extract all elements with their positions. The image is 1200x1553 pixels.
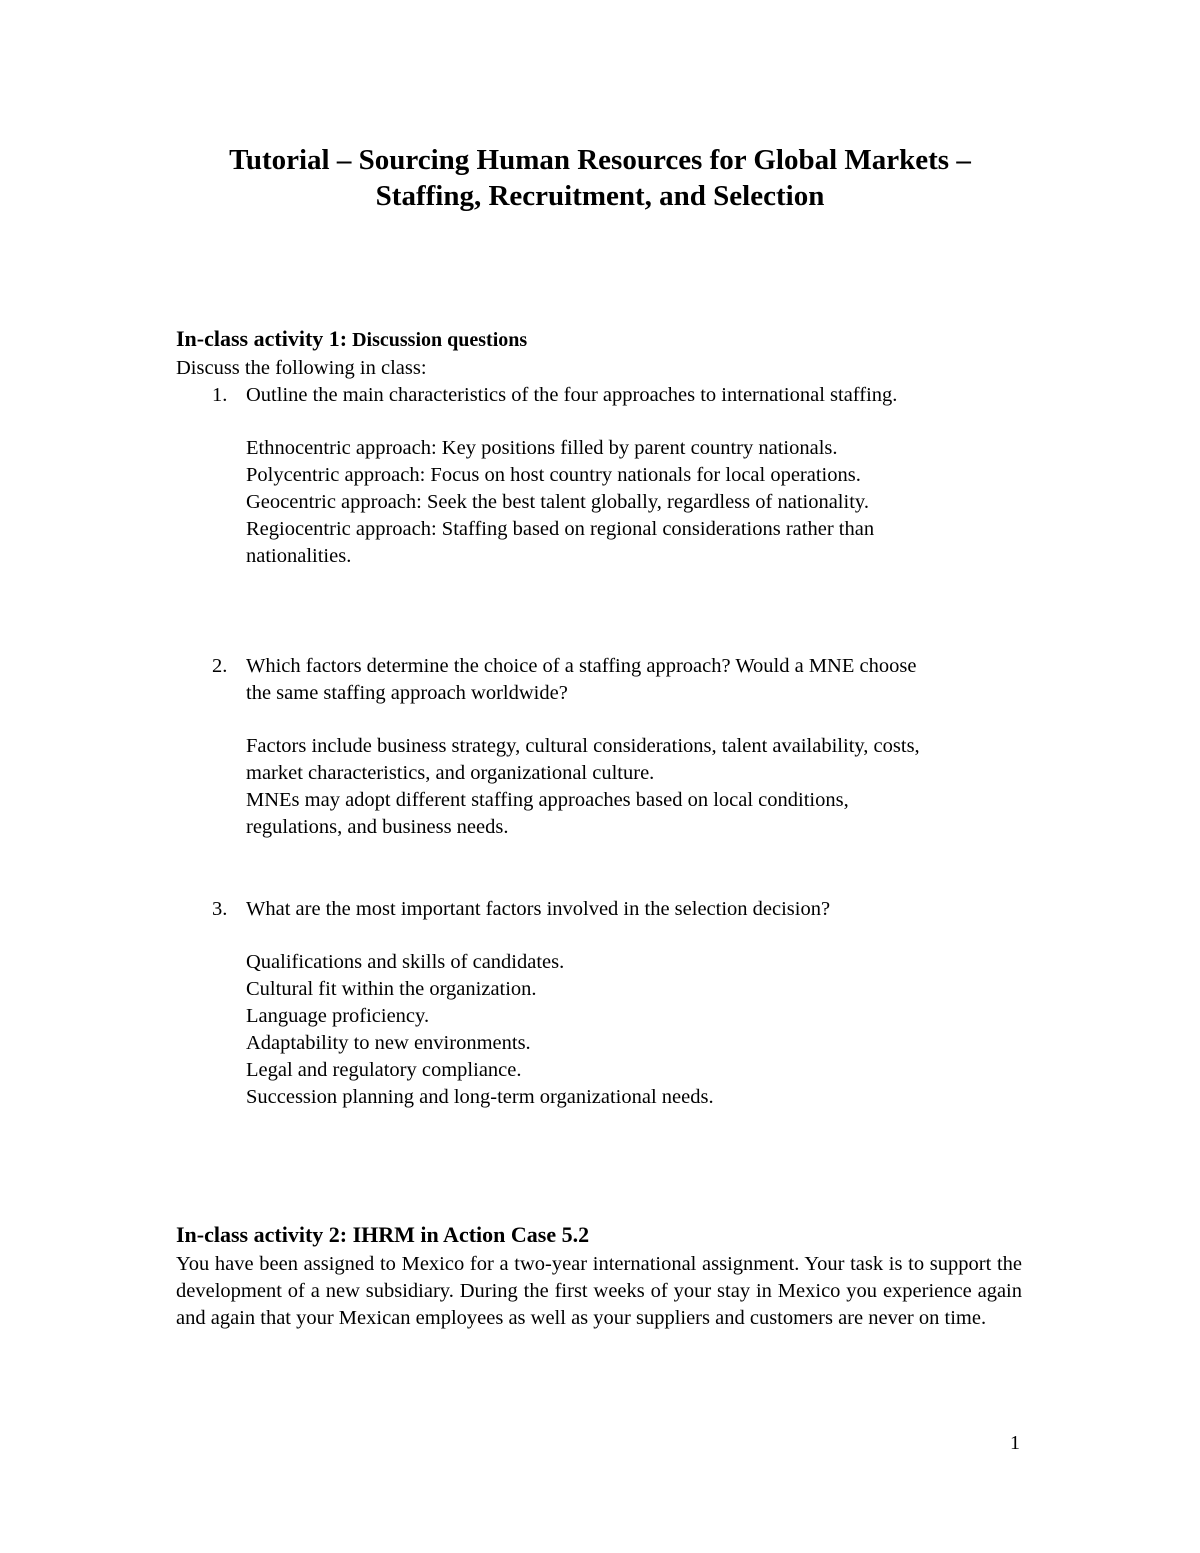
question-2-number: 2. [212,655,228,677]
activity-2-heading: In-class activity 2: IHRM in Action Case 5.2 [176,1222,590,1247]
title-line-1: Tutorial – Sourcing Human Resources for Global Markets – [229,144,971,176]
activity-1-intro: Discuss the following in class: [176,357,427,379]
document-title [150,142,1050,214]
title-line-2: Staffing, Recruitment, and Selection [375,180,825,212]
answer-3-line: Legal and regulatory compliance. [246,1059,522,1081]
question-1-number: 1. [212,384,228,406]
activity-1-heading-sub: Discussion questions [347,329,528,351]
answer-3-line: Qualifications and skills of candidates. [246,951,565,973]
question-2-text: Which factors determine the choice of a staffing approach? Would a MNE choose [246,655,917,677]
answer-1-line: Regiocentric approach: Staffing based on regional considerations rather than [246,518,875,540]
question-1-text: Outline the main characteristics of the four approaches to international staffing. [246,384,898,406]
answer-2-line: Factors include business strategy, cultural considerations, talent availability, costs, [246,735,920,757]
activity-2-paragraph: You have been assigned to Mexico for a two-year international assignment. Your task is to support the development of a new subsidiary. During the first weeks of your stay in Mexico you experience again and again that your Mexican employees as well as your suppliers and customers are never on time. [176,1253,1022,1329]
activity-1-heading [176,326,527,352]
page-number: 1 [1010,1432,1020,1454]
answer-2-line: MNEs may adopt different staffing approaches based on local conditions, [246,789,849,811]
answer-1-line: Polycentric approach: Focus on host country nationals for local operations. [246,464,861,486]
answer-3-line: Language proficiency. [246,1005,430,1027]
activity-1-heading-main: In-class activity 1: [176,326,348,351]
answer-2-line: market characteristics, and organizational culture. [246,762,655,784]
question-3-text: What are the most important factors involved in the selection decision? [246,898,831,920]
answer-1-line: Ethnocentric approach: Key positions filled by parent country nationals. [246,437,838,459]
answer-1-line: Geocentric approach: Seek the best talent globally, regardless of nationality. [246,491,869,513]
answer-3-line: Cultural fit within the organization. [246,978,537,1000]
answer-3-line: Adaptability to new environments. [246,1032,531,1054]
answer-1-line: nationalities. [246,545,352,567]
question-3-number: 3. [212,898,228,920]
answer-3-line: Succession planning and long-term organizational needs. [246,1086,714,1108]
question-2-text: the same staffing approach worldwide? [246,682,568,704]
answer-2-line: regulations, and business needs. [246,816,509,838]
